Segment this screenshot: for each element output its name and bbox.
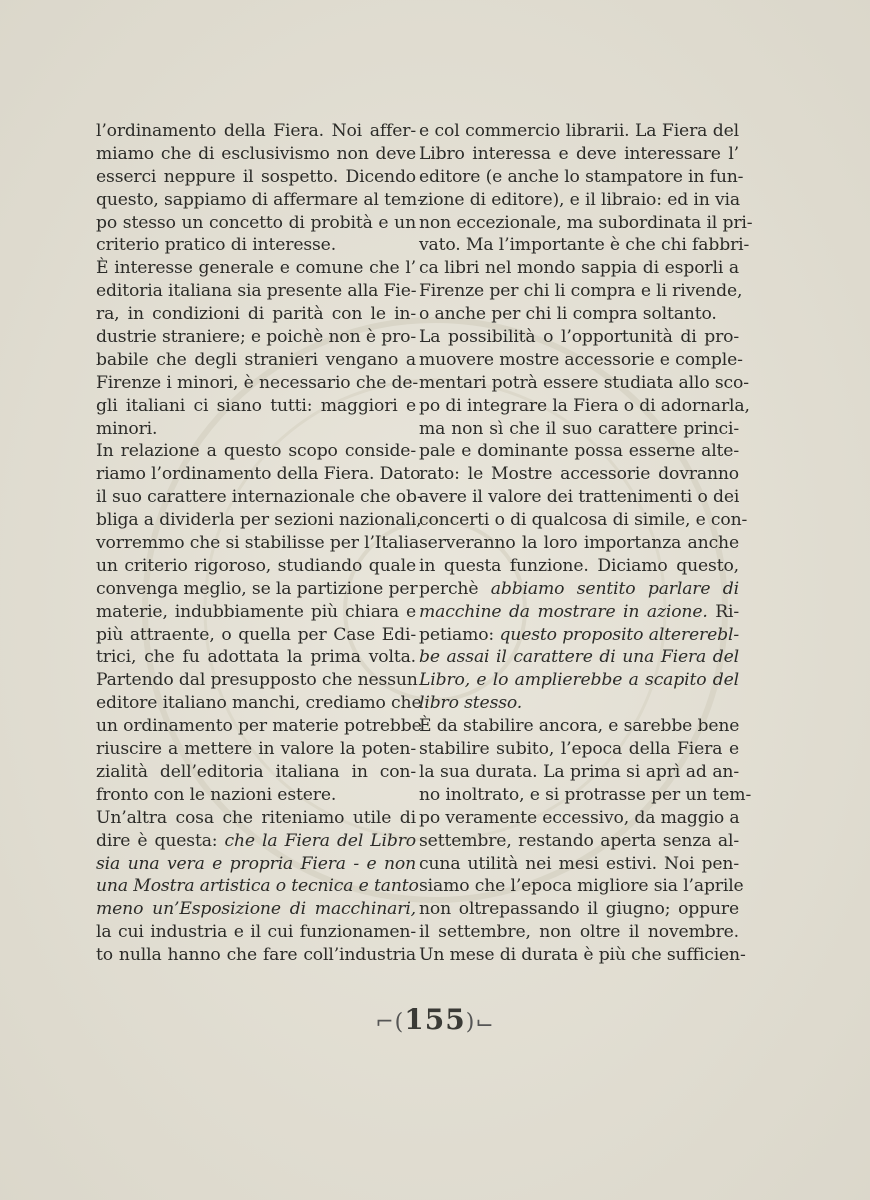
text-line	[96, 326, 416, 349]
text-line	[419, 853, 739, 876]
text-run: muovere mostre accessorie e comple-	[419, 349, 743, 370]
text-line	[96, 601, 416, 624]
text-line	[96, 532, 420, 555]
text-line	[419, 303, 739, 326]
text-line	[96, 463, 421, 486]
text-line	[419, 807, 739, 830]
text-line	[96, 715, 422, 738]
text-run: la cui industria e il cui funzionamen-	[96, 922, 416, 943]
text-line	[96, 624, 416, 647]
text-run: dire è questa:	[96, 830, 225, 851]
text-line	[96, 692, 422, 715]
text-line	[419, 669, 739, 692]
text-run: Un’altra cosa che riteniamo utile di	[96, 807, 416, 828]
text-line	[419, 234, 750, 257]
text-run: non eccezionale, ma subordinata il pri-	[419, 212, 753, 233]
text-line	[419, 463, 739, 486]
italic-text-run: libro stesso.	[419, 693, 523, 714]
text-line	[96, 372, 419, 395]
text-line	[419, 349, 743, 372]
text-line	[419, 257, 739, 280]
text-line	[96, 853, 416, 876]
text-line	[96, 578, 416, 601]
text-run: serveranno la loro importanza anche	[419, 533, 739, 554]
folio-number: 155	[404, 1003, 466, 1036]
text-run: perchè	[419, 578, 491, 599]
text-run: pale e dominante possa esserne alte-	[419, 441, 739, 462]
text-run: Un mese di durata è più che sufficien-	[419, 945, 746, 966]
text-line	[419, 738, 739, 761]
text-run: stabilire subito, l’epoca della Fiera e	[419, 739, 739, 760]
text-run: È da stabilire ancora, e sarebbe bene	[419, 716, 740, 737]
text-line	[96, 669, 416, 692]
text-run: In relazione a questo scopo conside-	[96, 441, 416, 462]
text-run: petiamo:	[419, 624, 500, 645]
text-line	[419, 875, 744, 898]
italic-text-run: meno un’Esposizione di macchinari,	[96, 899, 416, 920]
folio-ornament-right: )⌙	[465, 1010, 495, 1035]
text-run: il suo carattere internazionale che ob-	[96, 487, 423, 508]
text-line	[419, 944, 746, 967]
text-run: non oltrepassando il giugno; oppure	[419, 899, 739, 920]
text-run: riamo l’ordinamento della Fiera. Dato	[96, 464, 421, 485]
text-run: È interesse generale e comune che l’	[96, 258, 416, 279]
text-run: vato. Ma l’importante è che chi fabbri-	[419, 235, 750, 256]
text-line	[419, 486, 739, 509]
text-line	[96, 875, 419, 898]
text-run: no inoltrato, e si protrasse per un tem-	[419, 784, 752, 805]
text-run: po di integrare la Fiera o di adornarla,	[419, 395, 750, 416]
text-line	[419, 784, 752, 807]
text-run: Ri-	[707, 601, 740, 622]
text-line	[419, 761, 739, 784]
text-line	[419, 418, 739, 441]
text-run: ca libri nel mondo sappia di esporli a	[419, 258, 739, 279]
text-run: to nulla hanno che fare coll’industria	[96, 945, 416, 966]
text-line	[96, 303, 416, 326]
text-run: editore italiano manchi, crediamo che	[96, 693, 422, 714]
text-run: mentari potrà essere studiata allo sco-	[419, 372, 749, 393]
text-line	[419, 189, 739, 212]
text-run: Firenze per chi li compra e li rivende,	[419, 281, 743, 302]
italic-text-run: abbiamo sentito parlare di	[490, 578, 739, 599]
italic-text-run: macchine da mostrare in azione.	[419, 601, 708, 622]
text-run: trici, che fu adottata la prima volta.	[96, 647, 416, 668]
italic-text-run: che la Fiera del Libro	[224, 830, 416, 851]
text-run: o anche per chi li compra soltanto.	[419, 304, 717, 325]
text-run: Partendo dal presupposto che nessun	[96, 670, 418, 691]
right-text-column	[419, 120, 753, 967]
text-run: gli italiani ci siano tutti: maggiori e	[96, 395, 416, 416]
italic-text-run: Libro, e lo amplierebbe a scapito del	[419, 670, 739, 691]
text-run: e col commercio librarii. La Fiera del	[419, 121, 739, 141]
text-line	[96, 395, 416, 418]
text-line	[96, 784, 416, 807]
text-run: l’ordinamento della Fiera. Noi affer-	[96, 121, 416, 141]
text-line	[96, 257, 416, 280]
text-run: fronto con le nazioni estere.	[96, 784, 337, 805]
text-run: ma non sì che il suo carattere princi-	[419, 418, 739, 439]
text-run: editore (e anche lo stampatore in fun-	[419, 166, 744, 187]
text-line	[419, 166, 744, 189]
text-line	[419, 509, 748, 532]
text-line	[96, 555, 416, 578]
text-line	[419, 578, 739, 601]
text-line	[96, 120, 416, 143]
text-line	[96, 440, 416, 463]
text-line	[96, 189, 423, 212]
text-line	[96, 280, 416, 303]
text-run: ra, in condizioni di parità con le in-	[96, 304, 416, 325]
text-line	[96, 898, 416, 921]
text-line	[419, 532, 739, 555]
text-line	[419, 601, 739, 624]
text-run: criterio pratico di interesse.	[96, 235, 337, 256]
text-line	[96, 143, 416, 166]
text-run: esserci neppure il sospetto. Dicendo	[96, 166, 416, 187]
text-run: miamo che di esclusivismo non deve	[96, 143, 416, 164]
text-line	[96, 166, 416, 189]
text-line	[96, 234, 416, 257]
text-run: riuscire a mettere in valore la poten-	[96, 739, 416, 760]
text-run: convenga meglio, se la partizione per	[96, 578, 418, 599]
text-run: bliga a dividerla per sezioni nazionali,	[96, 510, 422, 531]
italic-text-run: questo proposito altererebl-	[499, 624, 739, 645]
text-run: siamo che l’epoca migliore sia l’aprile	[419, 876, 744, 897]
text-run: editoria italiana sia presente alla Fie-	[96, 281, 417, 302]
text-run: Libro interessa e deve interessare l’	[419, 143, 739, 164]
text-run: cuna utilità nei mesi estivi. Noi pen-	[419, 853, 739, 874]
text-run: po stesso un concetto di probità e un	[96, 212, 416, 233]
text-run: rato: le Mostre accessorie dovranno	[419, 464, 739, 485]
italic-text-run: sia una vera e propria Fiera - e non	[96, 853, 416, 874]
text-line	[419, 624, 739, 647]
text-line	[419, 715, 739, 738]
text-line	[419, 898, 739, 921]
text-run: il settembre, non oltre il novembre.	[419, 922, 739, 943]
text-line	[96, 738, 416, 761]
text-line	[419, 372, 749, 395]
text-line	[96, 646, 416, 669]
text-line	[96, 418, 416, 441]
text-run: zione di editore), e il libraio: ed in via	[419, 189, 740, 210]
text-line	[96, 761, 416, 784]
text-run: la sua durata. La prima si aprì ad an-	[419, 761, 739, 782]
text-run: un criterio rigoroso, studiando quale	[96, 555, 416, 576]
text-line	[419, 921, 739, 944]
text-run: vorremmo che si stabilisse per l’Italia	[96, 533, 420, 554]
text-line	[96, 486, 423, 509]
text-line	[96, 921, 416, 944]
text-line	[419, 212, 753, 235]
text-run: zialità dell’editoria italiana in con-	[96, 761, 416, 782]
text-line	[419, 120, 739, 143]
text-run: minori.	[96, 418, 158, 439]
text-run: materie, indubbiamente più chiara e	[96, 601, 416, 622]
text-run: La possibilità o l’opportunità di pro-	[419, 327, 739, 348]
folio-ornament-left: ⌐(	[375, 1010, 405, 1035]
text-line	[419, 440, 739, 463]
text-line	[96, 509, 422, 532]
italic-text-run: be assai il carattere di una Fiera del	[419, 647, 739, 668]
italic-text-run: una Mostra artistica o tecnica e tanto	[96, 876, 419, 897]
text-line	[96, 212, 416, 235]
text-run: settembre, restando aperta senza al-	[419, 830, 739, 851]
text-run: babile che degli stranieri vengano a	[96, 349, 416, 370]
text-run: Firenze i minori, è necessario che de-	[96, 372, 419, 393]
text-run: avere il valore dei trattenimenti o dei	[419, 487, 740, 508]
text-line	[96, 944, 416, 967]
text-line	[419, 326, 739, 349]
page-number	[0, 1003, 870, 1036]
text-line	[419, 692, 739, 715]
text-line	[419, 395, 750, 418]
text-run: questo, sappiamo di affermare al tem-	[96, 189, 423, 210]
left-text-column	[96, 120, 423, 967]
text-run: dustrie straniere; e poichè non è pro-	[96, 327, 416, 348]
text-line	[419, 830, 739, 853]
text-line	[419, 646, 739, 669]
text-line	[419, 143, 739, 166]
text-run: concerti o di qualcosa di simile, e con-	[419, 510, 748, 531]
text-run: più attraente, o quella per Case Edi-	[96, 624, 416, 645]
text-run: un ordinamento per materie potrebbe	[96, 716, 422, 737]
text-line	[96, 807, 416, 830]
text-line	[419, 555, 739, 578]
text-line	[419, 280, 743, 303]
text-line	[96, 830, 416, 853]
text-run: in questa funzione. Diciamo questo,	[419, 555, 739, 576]
text-line	[96, 349, 416, 372]
text-run: po veramente eccessivo, da maggio a	[419, 807, 740, 828]
